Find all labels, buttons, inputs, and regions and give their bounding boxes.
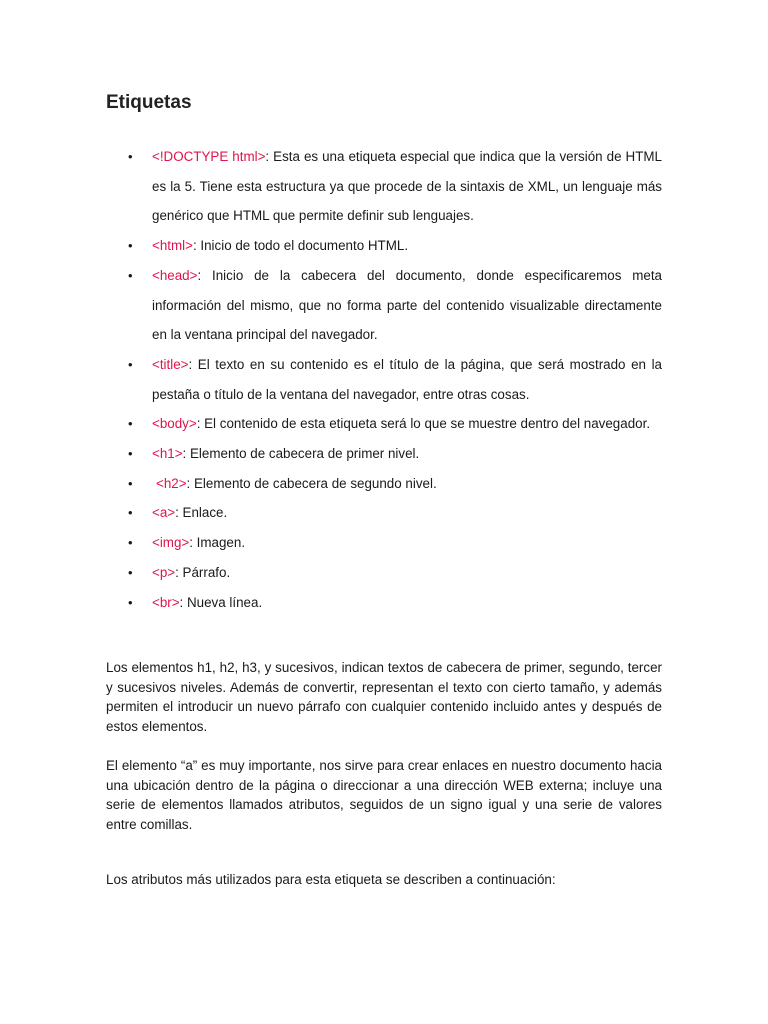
bullet-icon: • <box>128 356 133 372</box>
tag-description: : Elemento de cabecera de primer nivel. <box>182 446 420 462</box>
list-item <box>106 261 662 350</box>
tag-description: : Nueva línea. <box>179 594 263 610</box>
bullet-icon: • <box>128 594 133 610</box>
list-item <box>106 231 662 261</box>
tag-description: : El contenido de esta etiqueta será lo que se muestre dentro del navegador. <box>196 416 651 432</box>
tag-description: : El texto en su contenido es el título de la página, que será mostrado en la pestaña o título de la ventana del navegador, entre otras cosas. <box>152 356 662 402</box>
bullet-icon: • <box>128 149 133 164</box>
bullet-icon: • <box>128 416 133 432</box>
bullet-icon: • <box>128 475 133 491</box>
paragraph-anchor: El elemento “a” es muy importante, nos sirve para crear enlaces en nuestro documento hacia una ubicación dentro de la página o direccionar a una dirección WEB externa; incluye una serie de elementos llamados atributos, seguidos de un signo igual y una serie de valores entre comillas. <box>106 758 662 832</box>
list-item <box>106 558 662 588</box>
tag-code: <img> <box>152 535 190 551</box>
tag-code: <br> <box>152 594 180 610</box>
list-item <box>106 588 662 618</box>
tag-description: : Esta es una etiqueta especial que indica que la versión de HTML es la 5. Tiene esta estructura ya que procede de la sintaxis de XML, un lenguaje más genérico que HTML que permite definir sub lenguajes. <box>152 149 662 224</box>
paragraph-attributes: Los atributos más utilizados para esta etiqueta se describen a continuación: <box>106 872 556 887</box>
bullet-icon: • <box>128 267 133 283</box>
tag-code: <!DOCTYPE html> <box>152 149 266 164</box>
tag-description: : Enlace. <box>175 505 228 521</box>
tag-description: : Inicio de la cabecera del documento, donde especificaremos meta información del mismo, que no forma parte del contenido visualizable directamente en la ventana principal del navegador. <box>152 267 662 343</box>
section-heading: Etiquetas <box>106 92 192 113</box>
tag-code: <p> <box>152 564 176 580</box>
list-item <box>106 142 662 231</box>
tag-description: : Inicio de todo el documento HTML. <box>192 238 409 254</box>
tag-code: <a> <box>152 505 176 521</box>
list-item <box>106 469 662 499</box>
tag-description: : Elemento de cabecera de segundo nivel. <box>186 475 437 491</box>
bullet-icon: • <box>128 564 133 580</box>
bullet-icon: • <box>128 238 133 254</box>
tag-code: <title> <box>152 356 189 372</box>
tag-code: <h1> <box>152 446 183 462</box>
bullet-icon: • <box>128 446 133 462</box>
paragraph-headings: Los elementos h1, h2, h3, y sucesivos, indican textos de cabecera de primer, segundo, tercer y sucesivos niveles. Además de convertir, representan el texto con cierto tamaño, y además permiten el introducir un nuevo párrafo con cualquier contenido incluido antes y después de estos elementos. <box>106 660 662 734</box>
tag-description: : Imagen. <box>189 535 246 551</box>
bullet-icon: • <box>128 505 133 521</box>
list-item <box>106 350 662 409</box>
list-item <box>106 439 662 469</box>
tag-list <box>106 142 662 617</box>
tag-code: <head> <box>152 267 198 283</box>
tag-description: : Párrafo. <box>175 564 231 580</box>
tag-code: <h2> <box>156 475 187 491</box>
list-item <box>106 498 662 528</box>
tag-code: <body> <box>152 416 197 432</box>
tag-code: <html> <box>152 238 193 254</box>
bullet-icon: • <box>128 535 133 551</box>
list-item <box>106 528 662 558</box>
list-item <box>106 409 662 439</box>
